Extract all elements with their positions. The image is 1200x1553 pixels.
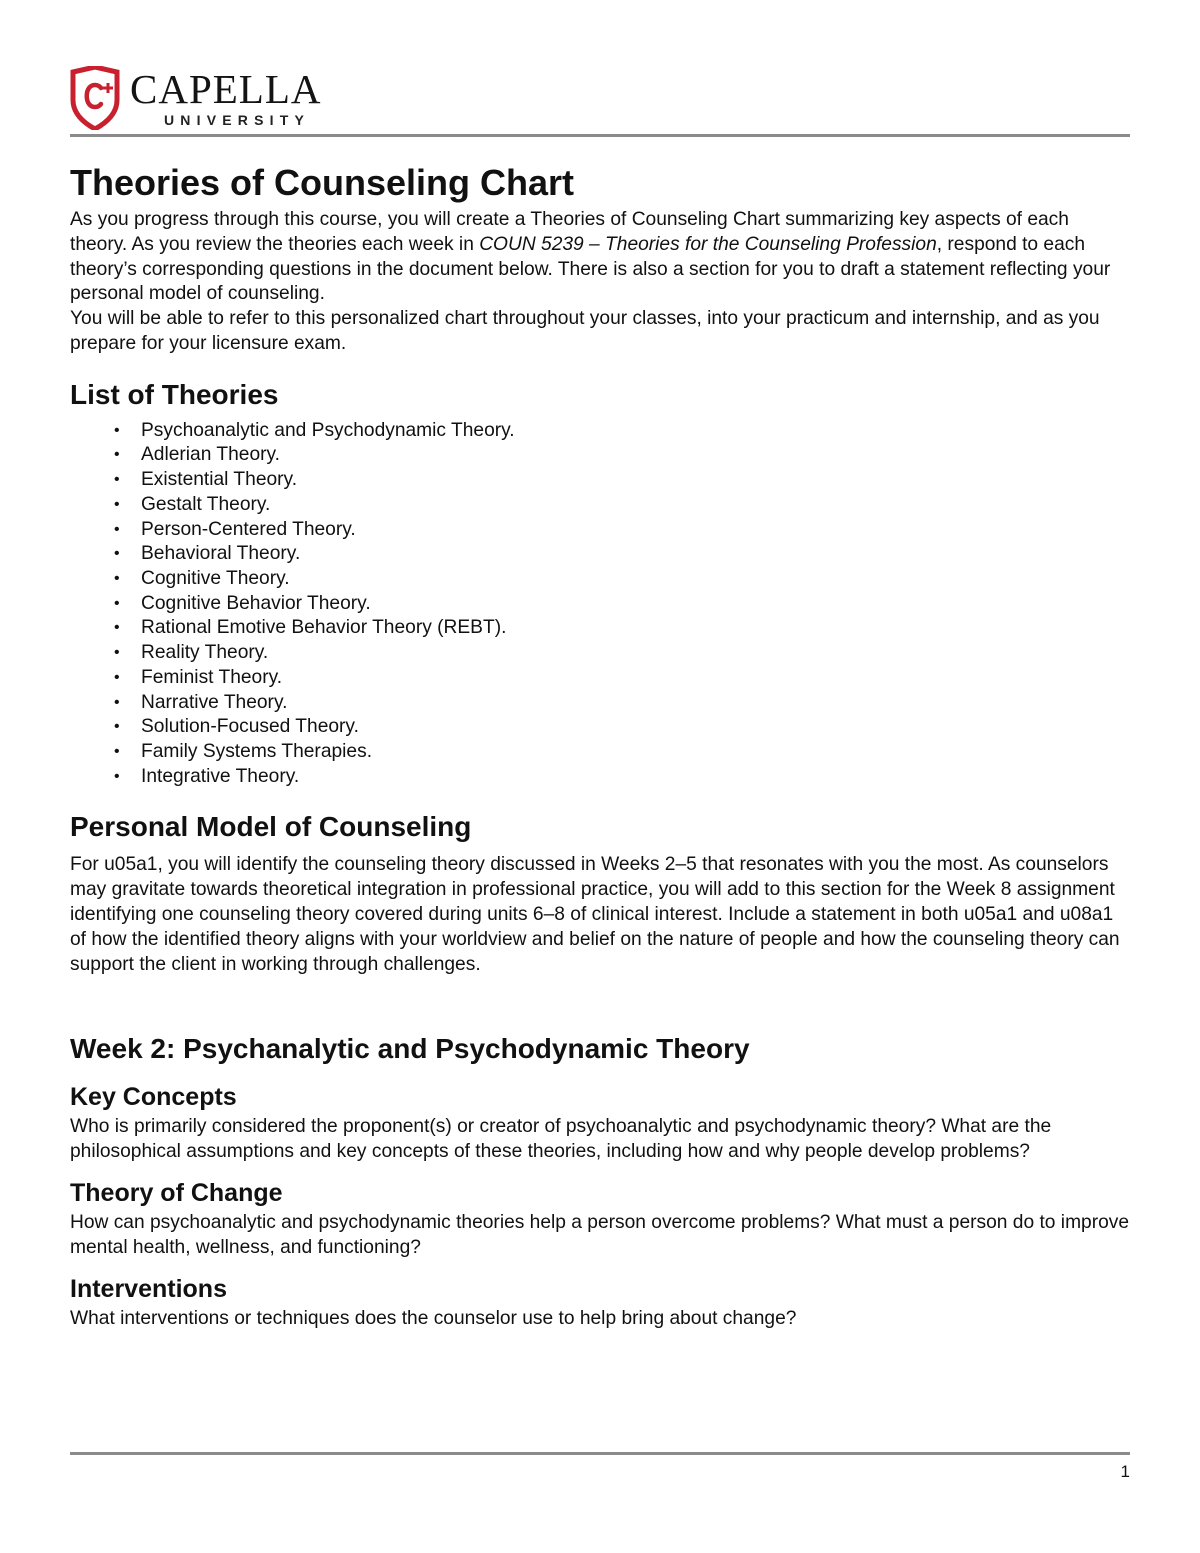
theory-list-item-label: Narrative Theory. xyxy=(141,691,288,713)
theory-list-item-label: Behavioral Theory. xyxy=(141,543,301,565)
capella-shield-icon xyxy=(70,66,120,130)
theory-list-item xyxy=(70,518,1130,543)
bullet-icon: • xyxy=(114,668,120,686)
bullet-icon: • xyxy=(114,718,120,736)
bullet-icon: • xyxy=(114,446,120,464)
bullet-icon: • xyxy=(114,644,120,662)
week2-heading: Week 2: Psychanalytic and Psychodynamic Theory xyxy=(70,1033,750,1065)
page-number: 1 xyxy=(1120,1462,1130,1481)
theory-list-item xyxy=(70,691,1130,716)
theory-list-item xyxy=(70,542,1130,567)
theory-list-item-label: Psychoanalytic and Psychodynamic Theory. xyxy=(141,419,515,441)
theory-list-item xyxy=(70,616,1130,641)
personal-model-text: For u05a1, you will identify the counseling theory discussed in Weeks 2–5 that resonates with you the most. As counselors may gravitate towards theoretical integration in professional practice, you will add to this section for the Week 8 assignment identifying one counseling theory covered during units 6–8 of clinical interest. Include a statement in both u05a1 and u08a1 of how the identified theory aligns with your worldview and belief on the nature of people and how the counseling theory can support the client in working through challenges. xyxy=(70,854,1120,975)
theory-list-item xyxy=(70,641,1130,666)
intro-paragraph-2: You will be able to refer to this personalized chart throughout your classes, into your practicum and internship, and as you prepare for your licensure exam. xyxy=(70,308,1100,354)
theory-list-item-label: Family Systems Therapies. xyxy=(141,740,373,762)
bullet-icon: • xyxy=(114,570,120,587)
personal-model-heading: Personal Model of Counseling xyxy=(70,811,472,843)
theory-list-item-label: Integrative Theory. xyxy=(141,765,300,787)
course-name: COUN 5239 – Theories for the Counseling Profession xyxy=(479,233,937,255)
document-title: Theories of Counseling Chart xyxy=(70,162,575,203)
brand-name: CAPELLA xyxy=(130,66,322,112)
theory-list-item-label: Adlerian Theory. xyxy=(141,444,281,466)
theory-list-item xyxy=(70,666,1130,691)
theory-of-change-heading: Theory of Change xyxy=(70,1178,283,1207)
bullet-icon: • xyxy=(114,742,120,760)
theory-list-item-label: Cognitive Theory. xyxy=(141,568,290,589)
theory-list-item xyxy=(70,592,1130,617)
theory-list-item-label: Solution-Focused Theory. xyxy=(141,716,359,738)
theory-list-item-label: Gestalt Theory. xyxy=(141,493,271,515)
bullet-icon: • xyxy=(114,421,120,439)
interventions-text: What interventions or techniques does the counselor use to help bring about change? xyxy=(70,1307,797,1329)
brand-subtitle: UNIVERSITY xyxy=(164,112,311,128)
theory-list-item-label: Cognitive Behavior Theory. xyxy=(141,592,371,614)
bullet-icon: • xyxy=(114,594,120,612)
theory-list-item xyxy=(70,443,1130,468)
bullet-icon: • xyxy=(114,619,120,637)
footer-divider xyxy=(70,1452,1130,1455)
theory-list-item xyxy=(70,567,1130,592)
intro-text-a: As you progress through this course, you will create a Theories of Counseling Chart summarizing key aspects of each theory. As you review the theories each week in xyxy=(70,209,1069,255)
interventions-heading: Interventions xyxy=(70,1274,227,1303)
theory-list-item xyxy=(70,715,1130,740)
theory-list-item xyxy=(70,740,1130,765)
theory-list-item-label: Person-Centered Theory. xyxy=(141,518,356,540)
theory-list-item-label: Feminist Theory. xyxy=(141,666,283,688)
key-concepts-heading: Key Concepts xyxy=(70,1083,237,1112)
bullet-icon: • xyxy=(114,471,120,489)
theory-list-item xyxy=(70,468,1130,493)
theory-list-item-label: Reality Theory. xyxy=(141,642,269,664)
header-divider xyxy=(70,134,1130,137)
intro-text-b: , respond to each theory’s corresponding questions in the document below. There is also a section for you to draft a statement reflecting your personal model of counseling. xyxy=(70,233,1111,305)
theory-of-change-text: How can psychoanalytic and psychodynamic theories help a person overcome problems? What must a person do to improve mental health, wellness, and functioning? xyxy=(70,1211,1130,1258)
theory-list xyxy=(70,419,1130,790)
document-body xyxy=(70,160,1130,1331)
capella-logo xyxy=(70,66,370,132)
theory-list-item-label: Existential Theory. xyxy=(141,469,298,491)
bullet-icon: • xyxy=(114,520,120,538)
bullet-icon: • xyxy=(114,693,120,711)
list-of-theories-heading: List of Theories xyxy=(70,378,279,410)
bullet-icon: • xyxy=(114,495,120,513)
bullet-icon: • xyxy=(114,545,120,563)
bullet-icon: • xyxy=(114,767,120,785)
key-concepts-text: Who is primarily considered the proponent(s) or creator of psychoanalytic and psychodynamic theory? What are the philosophical assumptions and key concepts of these theories, including how and why people develop problems? xyxy=(70,1116,1052,1163)
intro-paragraph xyxy=(70,208,1130,307)
theory-list-item xyxy=(70,493,1130,518)
theory-list-item-label: Rational Emotive Behavior Theory (REBT). xyxy=(141,617,507,639)
theory-list-item xyxy=(70,419,1130,444)
theory-list-item xyxy=(70,765,1130,790)
